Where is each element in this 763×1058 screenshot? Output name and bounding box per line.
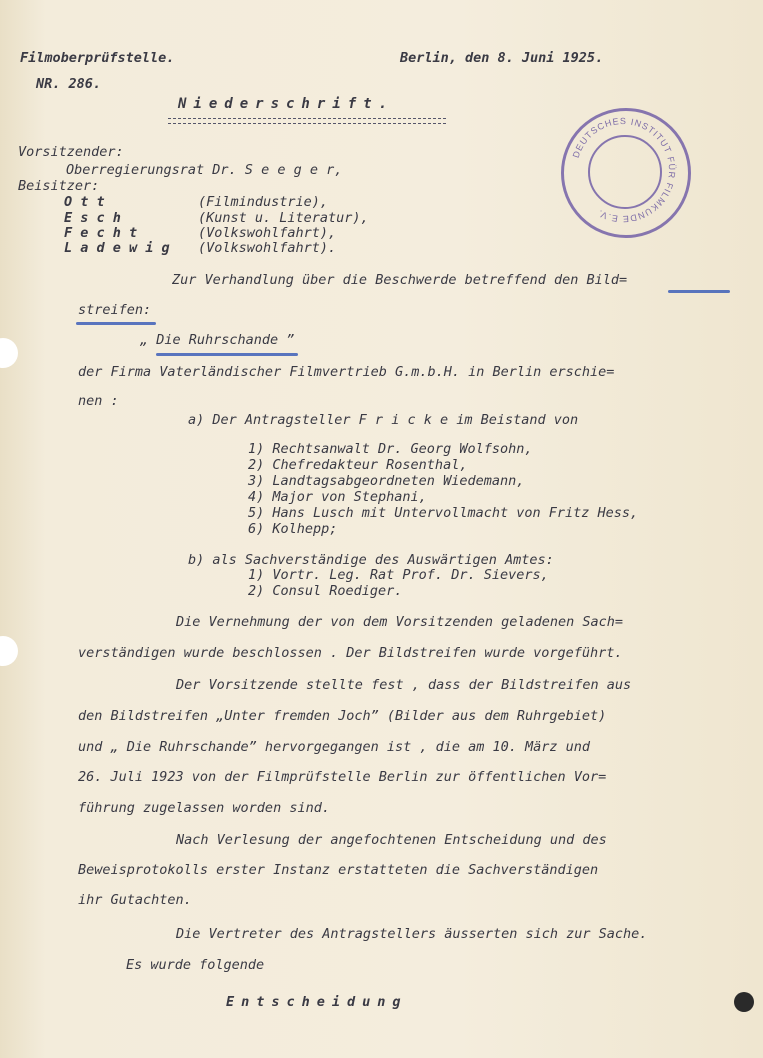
paragraph-line: ihr Gutachten. bbox=[78, 892, 192, 908]
paragraph-line: Die Vertreter des Antragstellers äusserten sich zur Sache. bbox=[176, 926, 648, 942]
intro-line: streifen: bbox=[78, 302, 152, 318]
assessor-name: L a d e w i g bbox=[64, 240, 170, 256]
paragraph-line: verständigen wurde beschlossen . Der Bildstreifen wurde vorgeführt. bbox=[78, 645, 623, 661]
svg-text:DEUTSCHES INSTITUT FÜR FILMKUN bbox=[571, 116, 677, 224]
punch-hole bbox=[0, 636, 18, 666]
party-a-item: 6) Kolhepp; bbox=[248, 521, 338, 537]
paragraph-line: Nach Verlesung der angefochtenen Entscheidung und des bbox=[176, 832, 607, 848]
party-b-heading: b) als Sachverständige des Auswärtigen Amtes: bbox=[188, 552, 554, 568]
paragraph-line: führung zugelassen worden sind. bbox=[78, 800, 330, 816]
assessor-name: O t t bbox=[64, 194, 105, 210]
paragraph-line: Es wurde folgende bbox=[126, 957, 265, 973]
assessor-field: (Filmindustrie), bbox=[198, 194, 329, 210]
party-a-item: 1) Rechtsanwalt Dr. Georg Wolfsohn, bbox=[248, 441, 533, 457]
blue-underline bbox=[156, 353, 298, 356]
party-a-item: 2) Chefredakteur Rosenthal, bbox=[248, 457, 468, 473]
assessors-label: Beisitzer: bbox=[18, 178, 100, 194]
party-a-item: 4) Major von Stephani, bbox=[248, 489, 427, 505]
blue-underline bbox=[76, 322, 156, 325]
party-b-item: 1) Vortr. Leg. Rat Prof. Dr. Sievers, bbox=[248, 567, 549, 583]
intro-line: Zur Verhandlung über die Beschwerde betreffend den Bild= bbox=[172, 272, 628, 288]
party-a-item: 5) Hans Lusch mit Untervollmacht von Fritz Hess, bbox=[248, 505, 639, 521]
paragraph-line: 26. Juli 1923 von der Filmprüfstelle Berlin zur öffentlichen Vor= bbox=[78, 769, 607, 785]
film-title: „ Die Ruhrschande ” bbox=[140, 332, 295, 348]
title-underline bbox=[168, 118, 446, 124]
party-b-item: 2) Consul Roediger. bbox=[248, 583, 403, 599]
stamp-text-ring bbox=[561, 108, 685, 232]
company-line: nen : bbox=[78, 393, 119, 409]
chair-name: Oberregierungsrat Dr. S e e g e r, bbox=[66, 162, 343, 178]
paragraph-line: und „ Die Ruhrschande” hervorgegangen ist , die am 10. März und bbox=[78, 739, 591, 755]
chair-label: Vorsitzender: bbox=[18, 144, 124, 160]
party-a-heading: a) Der Antragsteller F r i c k e im Beistand von bbox=[188, 412, 579, 428]
ink-blot bbox=[734, 992, 754, 1012]
decision-heading: Entscheidung bbox=[226, 994, 408, 1010]
place-date: Berlin, den 8. Juni 1925. bbox=[400, 50, 604, 66]
assessor-field: (Kunst u. Literatur), bbox=[198, 210, 369, 226]
assessor-field: (Volkswohlfahrt). bbox=[198, 240, 337, 256]
page-title: Niederschrift. bbox=[178, 96, 395, 112]
paragraph-line: Beweisprotokolls erster Instanz erstatteten die Sachverständigen bbox=[78, 862, 599, 878]
company-line: der Firma Vaterländischer Filmvertrieb G.m.b.H. in Berlin erschie= bbox=[78, 364, 615, 380]
paragraph-line: Der Vorsitzende stellte fest , dass der Bildstreifen aus bbox=[176, 677, 632, 693]
paragraph-line: den Bildstreifen „Unter fremden Joch” (Bilder aus dem Ruhrgebiet) bbox=[78, 708, 607, 724]
party-a-item: 3) Landtagsabgeordneten Wiedemann, bbox=[248, 473, 525, 489]
stamp-text: DEUTSCHES INSTITUT FÜR FILMKUNDE E.V. bbox=[570, 115, 678, 225]
assessor-name: F e c h t bbox=[64, 225, 138, 241]
office-name: Filmoberprüfstelle. bbox=[20, 50, 175, 66]
paragraph-line: Die Vernehmung der von dem Vorsitzenden geladenen Sach= bbox=[176, 614, 624, 630]
assessor-name: E s c h bbox=[64, 210, 121, 226]
assessor-field: (Volkswohlfahrt), bbox=[198, 225, 337, 241]
blue-underline bbox=[668, 290, 730, 293]
institute-stamp bbox=[561, 108, 691, 238]
document-number: NR. 286. bbox=[36, 76, 102, 92]
punch-hole bbox=[0, 338, 18, 368]
